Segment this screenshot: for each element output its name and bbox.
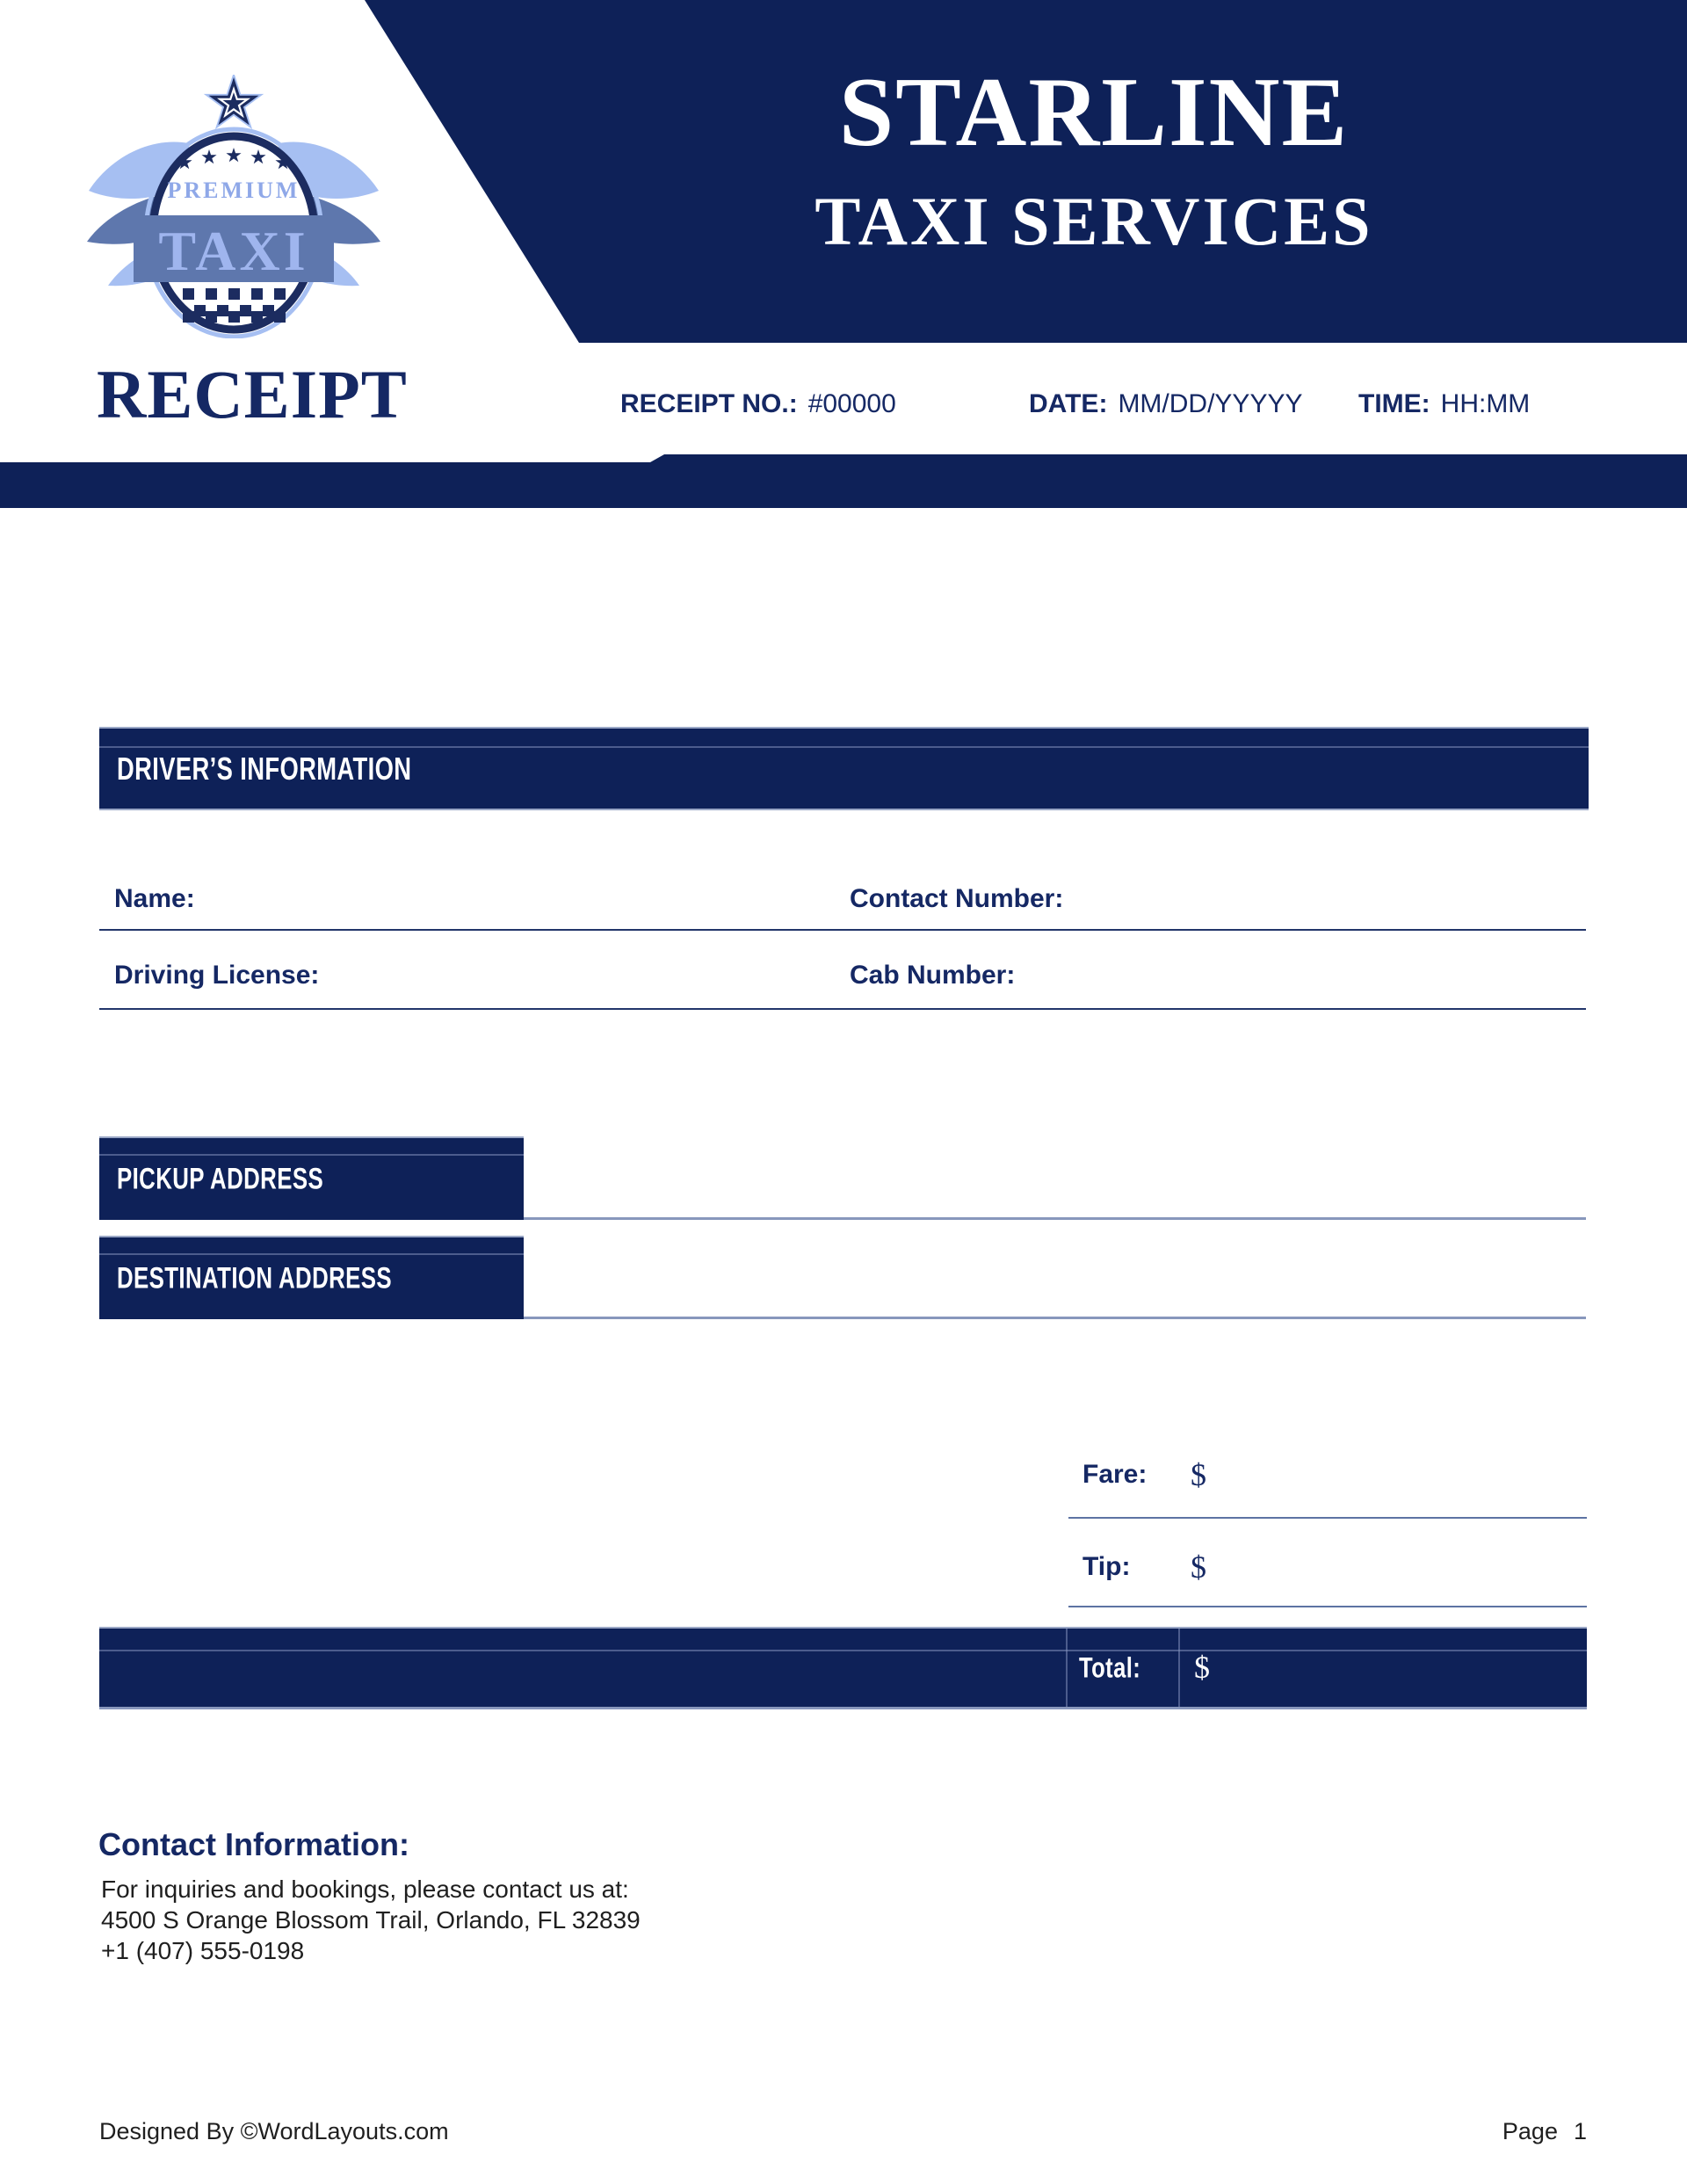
footer-credit: Designed By ©WordLayouts.com [99, 2118, 449, 2144]
date-value: MM/DD/YYYYY [1118, 389, 1303, 418]
fare-currency-symbol: $ [1191, 1457, 1206, 1492]
fare-label: Fare: [1082, 1460, 1148, 1489]
tip-label: Tip: [1082, 1552, 1131, 1581]
receipt-number [620, 389, 896, 419]
contact-line: For inquiries and bookings, please contact us at: [101, 1876, 629, 1903]
divider-band [0, 454, 1687, 508]
pickup-address-header: PICKUP ADDRESS [117, 1162, 324, 1195]
date-label: DATE: [1029, 389, 1108, 418]
fare-rule [1068, 1517, 1587, 1519]
destination-address-header: DESTINATION ADDRESS [117, 1261, 393, 1295]
tip-currency-symbol: $ [1191, 1549, 1206, 1585]
field-label-driving-license: Driving License: [114, 961, 320, 990]
receipt-time [1358, 389, 1530, 419]
contact-info-body [101, 1874, 641, 1966]
bar-inner-line [99, 746, 1589, 748]
top-star [204, 75, 264, 129]
total-currency-symbol: $ [1194, 1649, 1210, 1685]
footer-page-number [1502, 2118, 1587, 2145]
contact-info-header: Contact Information: [98, 1826, 409, 1862]
bar-inner-line [99, 1154, 524, 1156]
driver-info-header: DRIVER’S INFORMATION [117, 750, 412, 787]
field-label-contact-number: Contact Number: [850, 884, 1064, 913]
total-bar-rule [99, 1707, 1587, 1709]
receipt-date [1029, 389, 1302, 419]
total-bar [99, 1627, 1587, 1707]
total-bar-divider [1066, 1629, 1068, 1707]
pickup-address-rule [524, 1217, 1586, 1220]
total-label: Total: [1079, 1651, 1141, 1683]
time-value: HH:MM [1440, 389, 1531, 418]
receipt-number-value: #00000 [807, 389, 896, 418]
page-number-value: 1 [1573, 2118, 1587, 2144]
pickup-address-bar [99, 1136, 524, 1220]
field-rule [99, 929, 1586, 931]
brand-name: STARLINE [838, 58, 1350, 167]
time-label: TIME: [1358, 389, 1430, 418]
tip-rule [1068, 1606, 1587, 1607]
page-label: Page [1502, 2118, 1558, 2144]
field-label-name: Name: [114, 884, 195, 913]
bar-inner-line [99, 1253, 524, 1255]
destination-address-bar [99, 1236, 524, 1319]
logo-taxi-text: TAXI [158, 220, 309, 282]
bar-inner-line [99, 1650, 1587, 1651]
total-bar-divider [1178, 1629, 1180, 1707]
premium-taxi-logo [83, 75, 384, 338]
page-title: RECEIPT [97, 356, 408, 432]
contact-line: +1 (407) 555-0198 [101, 1937, 305, 1964]
driver-info-header-bar [99, 727, 1589, 810]
brand-tagline: TAXI SERVICES [815, 183, 1373, 259]
receipt-number-label: RECEIPT NO.: [620, 389, 798, 418]
destination-address-rule [524, 1317, 1586, 1319]
field-rule [99, 1008, 1586, 1010]
contact-line: 4500 S Orange Blossom Trail, Orlando, FL 32839 [101, 1906, 641, 1934]
field-label-cab-number: Cab Number: [850, 961, 1016, 990]
logo-premium-text: PREMIUM [167, 178, 300, 203]
